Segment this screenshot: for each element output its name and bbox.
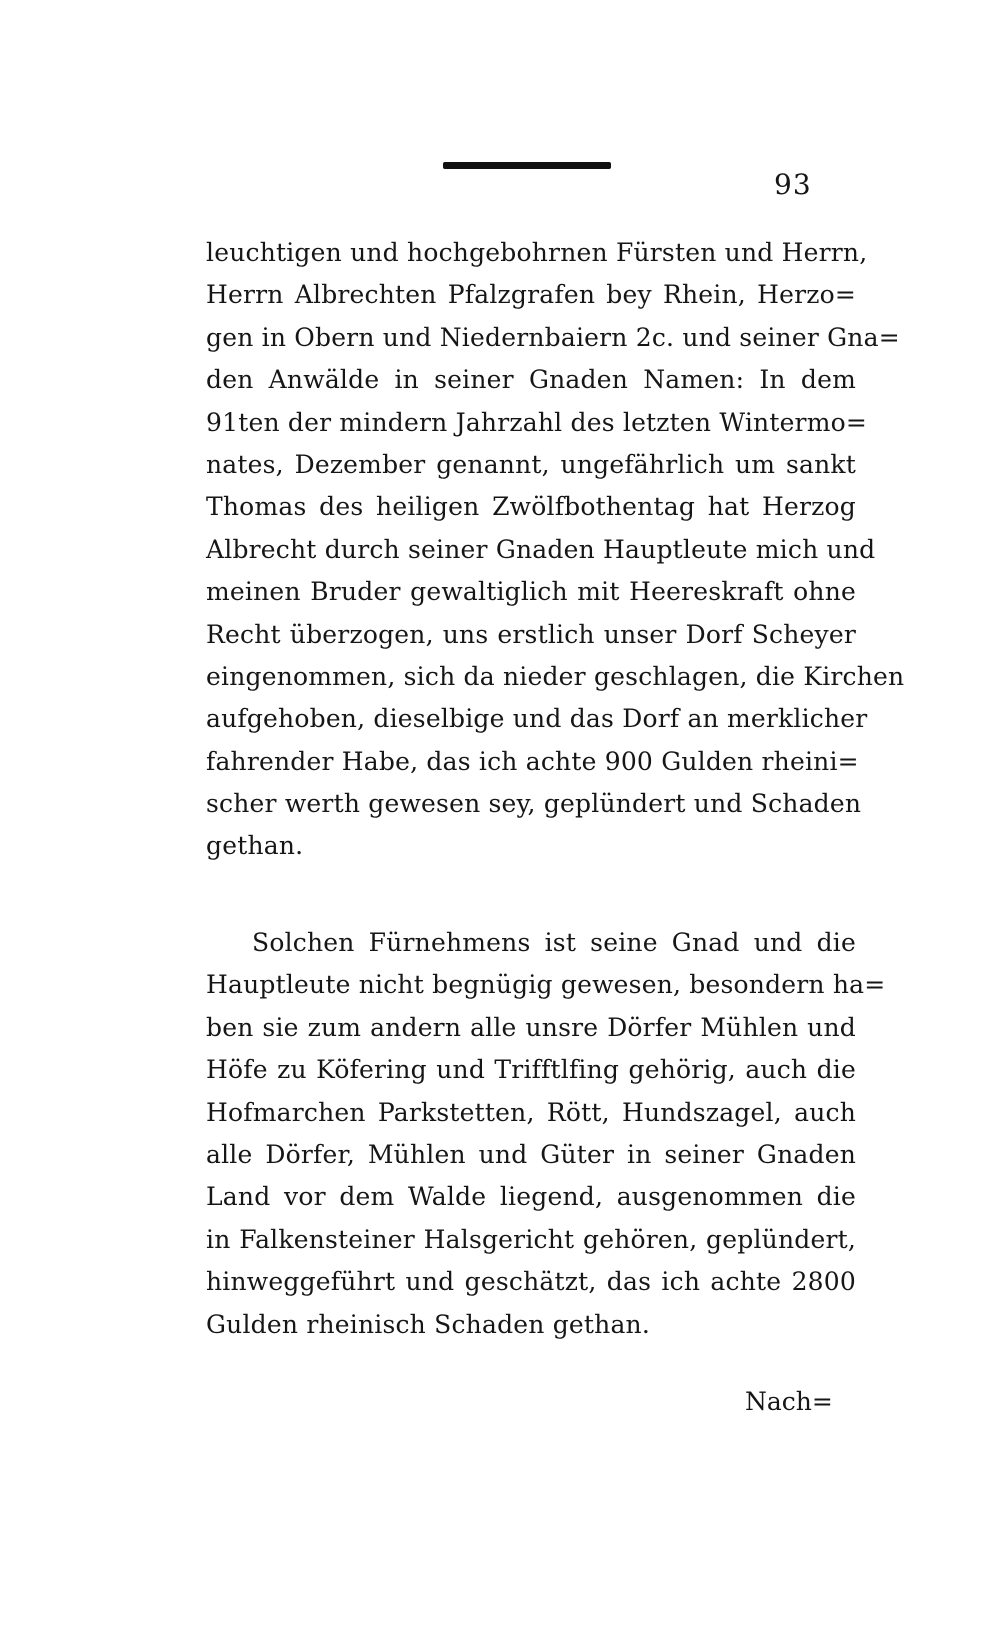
text-line: fahrender Habe, das ich achte 900 Gulden rheini=: [206, 746, 859, 776]
text-line: in Falkensteiner Halsgericht gehören, geplündert,: [206, 1224, 856, 1254]
text-line: alle Dörfer, Mühlen und Güter in seiner Gnaden: [206, 1139, 856, 1169]
page-number: 93: [774, 168, 812, 201]
text-line: Solchen Fürnehmens ist seine Gnad und die: [252, 928, 856, 957]
text-line: Hofmarchen Parkstetten, Rött, Hundszagel, auch: [206, 1097, 856, 1127]
text-line: den Anwälde in seiner Gnaden Namen: In dem: [206, 365, 856, 395]
paragraph-2: [206, 922, 886, 1346]
text-line: aufgehoben, dieselbige und das Dorf an merklicher: [206, 704, 868, 734]
text-line: nates, Dezember genannt, ungefährlich um sankt: [206, 449, 856, 479]
text-line: gen in Obern und Niedernbaiern 2c. und seiner Gna=: [206, 322, 900, 352]
text-line: Herrn Albrechten Pfalzgrafen bey Rhein, Herzo=: [206, 280, 856, 310]
text-line: Recht überzogen, uns erstlich unser Dorf Scheyer: [206, 619, 856, 649]
text-line: Thomas des heiligen Zwölfbothentag hat Herzog: [206, 492, 856, 522]
paragraph-1: [206, 232, 905, 868]
text-line: eingenommen, sich da nieder geschlagen, die Kirchen: [206, 661, 905, 691]
header-rule: [443, 162, 611, 169]
text-line: Höfe zu Köfering und Trifftlfing gehörig, auch die: [206, 1055, 856, 1085]
text-line: Gulden rheinisch Schaden gethan.: [206, 1309, 651, 1339]
text-line: meinen Bruder gewaltiglich mit Heereskraft ohne: [206, 577, 856, 607]
text-line: leuchtigen und hochgebohrnen Fürsten und Herrn,: [206, 238, 868, 267]
catchword: Nach=: [745, 1387, 833, 1416]
text-line: Land vor dem Walde liegend, ausgenommen die: [206, 1182, 856, 1212]
text-line: Albrecht durch seiner Gnaden Hauptleute mich und: [206, 534, 876, 564]
text-line: gethan.: [206, 831, 304, 861]
text-line: ben sie zum andern alle unsre Dörfer Mühlen und: [206, 1012, 856, 1042]
text-line: hinweggeführt und geschätzt, das ich achte 2800: [206, 1267, 856, 1297]
text-line: Hauptleute nicht begnügig gewesen, besondern ha=: [206, 970, 886, 1000]
text-line: 91ten der mindern Jahrzahl des letzten Wintermo=: [206, 407, 868, 437]
text-line: scher werth gewesen sey, geplündert und Schaden: [206, 789, 862, 819]
